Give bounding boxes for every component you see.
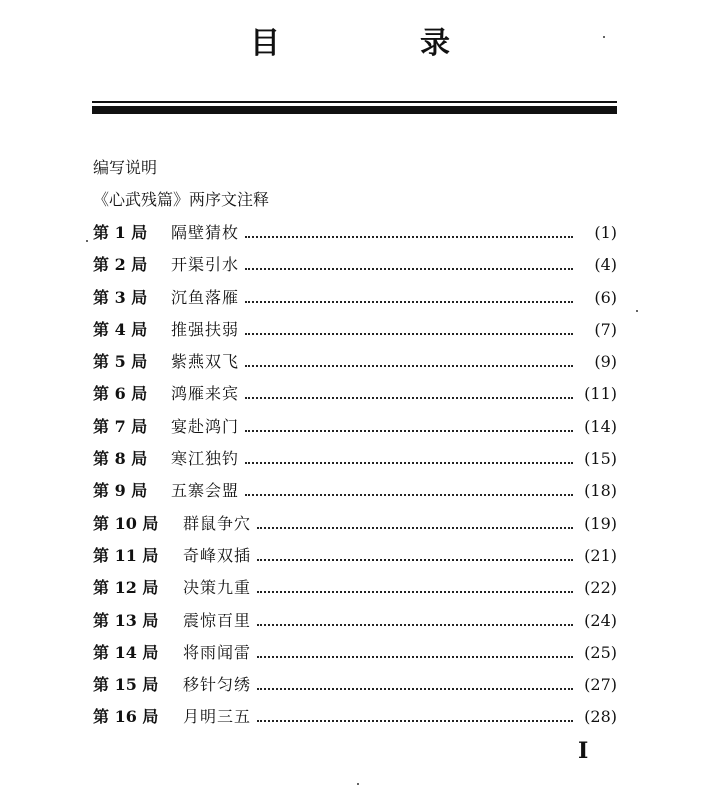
- entry-number: 第 14 局: [93, 642, 159, 662]
- dot-leader: [257, 656, 573, 658]
- entry-title: 将雨闻雷: [183, 642, 252, 662]
- entry-number: 第 16 局: [93, 707, 159, 727]
- entry-number: 第 7 局: [93, 416, 148, 436]
- entry-page-number: (28): [584, 707, 617, 727]
- dot-leader: [257, 527, 573, 529]
- dot-leader: [245, 430, 573, 432]
- entry-number: 第 9 局: [93, 481, 148, 501]
- entry-page-number: (15): [584, 449, 617, 469]
- entry-page-number: (1): [594, 223, 617, 242]
- toc-entry: [93, 608, 617, 640]
- entry-number: 第 3 局: [93, 287, 148, 307]
- entry-number: 第 13 局: [93, 610, 159, 630]
- scan-speck: [357, 783, 359, 785]
- entry-page-number: (4): [594, 255, 617, 275]
- entry-page-number: (19): [584, 513, 617, 533]
- dot-leader: [257, 624, 573, 626]
- entry-page-number: (18): [584, 481, 617, 501]
- dot-leader: [245, 333, 573, 335]
- scan-speck: [86, 240, 88, 242]
- page-title-right-char: 录: [420, 26, 450, 61]
- intro-item-editorial-note: 编写说明: [93, 158, 158, 177]
- entry-title: 紫燕双飞: [171, 352, 240, 372]
- entry-number: 第 5 局: [93, 352, 148, 372]
- toc-entry: [93, 317, 617, 349]
- entry-title: 移针匀绣: [183, 675, 252, 695]
- entry-number: 第 15 局: [93, 675, 159, 695]
- entry-title: 五寨会盟: [171, 481, 240, 501]
- entry-page-number: (21): [584, 545, 617, 565]
- entry-title: 推强扶弱: [171, 319, 240, 339]
- entry-title: 群鼠争穴: [183, 513, 252, 533]
- toc-entry: [93, 543, 617, 575]
- dot-leader: [257, 559, 573, 561]
- entry-number: 第 2 局: [93, 255, 148, 275]
- toc-entry: [93, 349, 617, 381]
- toc-entry: [93, 704, 617, 736]
- toc-entry: [93, 381, 617, 413]
- entry-page-number: (11): [584, 384, 617, 404]
- title-rule-thick: [92, 106, 617, 114]
- toc-entry: [93, 285, 617, 317]
- entry-page-number: (14): [584, 416, 617, 436]
- dot-leader: [245, 397, 573, 399]
- entry-title: 开渠引水: [171, 255, 240, 275]
- dot-leader: [245, 462, 573, 464]
- toc-entry: [93, 640, 617, 672]
- dot-leader: [245, 365, 573, 367]
- entry-number: 第 11 局: [93, 545, 159, 565]
- entry-title: 隔壁猜枚: [171, 223, 240, 242]
- toc-entry: [93, 575, 617, 607]
- toc-entry: [93, 252, 617, 284]
- entry-title: 决策九重: [183, 578, 252, 598]
- entry-number: 第 1 局: [93, 223, 148, 242]
- entry-title: 鸿雁来宾: [171, 384, 240, 404]
- entry-page-number: (9): [594, 352, 617, 372]
- entry-page-number: (27): [584, 675, 617, 695]
- entry-title: 宴赴鸿门: [171, 416, 240, 436]
- dot-leader: [245, 301, 573, 303]
- title-rule-thin: [92, 101, 617, 103]
- page-folio: I: [578, 738, 589, 764]
- toc-entry-list: [93, 220, 617, 737]
- page-title-left-char: 目: [250, 26, 280, 61]
- entry-page-number: (6): [594, 287, 617, 307]
- entry-page-number: (7): [594, 319, 617, 339]
- entry-number: 第 6 局: [93, 384, 148, 404]
- toc-entry: [93, 446, 617, 478]
- dot-leader: [245, 494, 573, 496]
- entry-number: 第 12 局: [93, 578, 159, 598]
- dot-leader: [257, 720, 573, 722]
- entry-title: 沉鱼落雁: [171, 287, 240, 307]
- entry-title: 奇峰双插: [183, 545, 252, 565]
- entry-title: 寒江独钓: [171, 449, 240, 469]
- dot-leader: [245, 236, 573, 238]
- toc-entry: [93, 220, 617, 252]
- entry-page-number: (24): [584, 610, 617, 630]
- dot-leader: [257, 688, 573, 690]
- scan-speck: [603, 36, 605, 38]
- entry-number: 第 8 局: [93, 449, 148, 469]
- entry-number: 第 4 局: [93, 319, 148, 339]
- page-title: [250, 20, 450, 60]
- toc-entry: [93, 414, 617, 446]
- entry-title: 震惊百里: [183, 610, 252, 630]
- toc-entry: [93, 672, 617, 704]
- scan-speck: [636, 310, 638, 312]
- entry-page-number: (22): [584, 578, 617, 598]
- entry-page-number: (25): [584, 642, 617, 662]
- dot-leader: [257, 591, 573, 593]
- entry-title: 月明三五: [183, 707, 252, 727]
- toc-entry: [93, 478, 617, 510]
- toc-entry: [93, 511, 617, 543]
- entry-number: 第 10 局: [93, 513, 159, 533]
- intro-item-preface-notes: 《心武残篇》两序文注释: [93, 190, 270, 209]
- dot-leader: [245, 268, 573, 270]
